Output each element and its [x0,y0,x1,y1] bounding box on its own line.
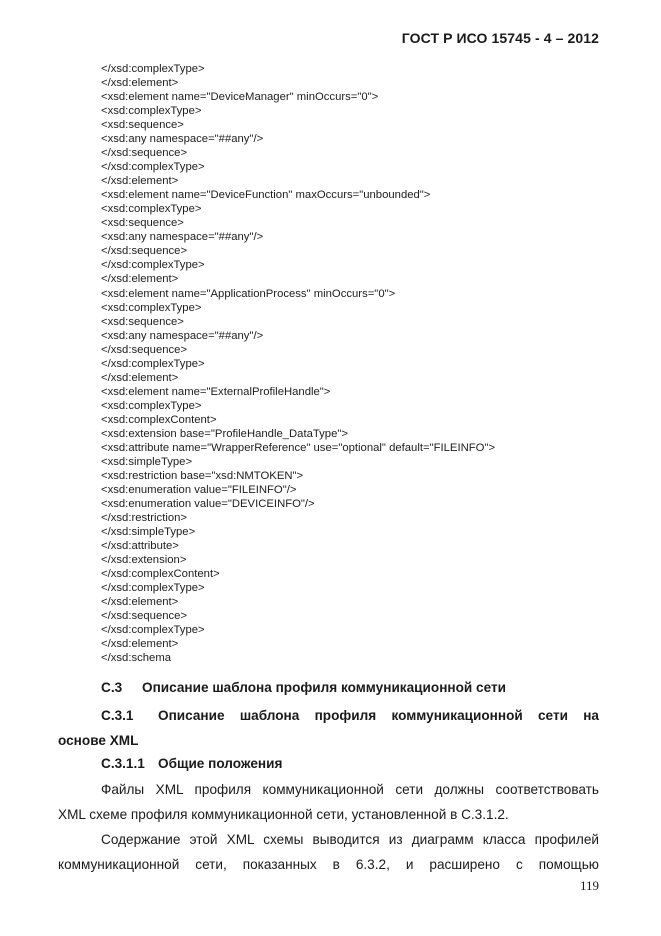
code-line: </xsd:complexType> [101,582,205,595]
paragraph-2-line-2: коммуникационной сети, показанных в 6.3.2, и расширено с помощью [58,857,599,872]
section-number: С.3 [101,680,123,695]
paragraph-1-line-1: Файлы XML профиля коммуникационной сети должны соответствовать [101,782,599,797]
section-number: С.3.1.1 [101,756,145,771]
code-line: </xsd:complexType> [101,63,205,75]
code-line: <xsd:attribute name="WrapperReference" use="optional" default="FILEINFO"> [101,441,496,454]
code-line: </xsd:sequence> [101,610,188,623]
code-line: <xsd:restriction base="xsd:NMTOKEN"> [101,469,304,482]
code-line: <xsd:sequence> [101,119,184,132]
code-line: <xsd:element name="ExternalProfileHandle"> [101,385,331,398]
section-heading-c3 [101,680,506,695]
code-line: <xsd:sequence> [101,315,184,328]
code-line: </xsd:complexType> [101,624,205,637]
code-line: </xsd:restriction> [101,512,188,524]
page-number: 119 [579,878,599,893]
code-line: <xsd:complexType> [101,301,202,314]
code-line: </xsd:complexType> [101,259,205,272]
code-line: </xsd:element> [101,638,179,651]
code-line: </xsd:schema [101,652,172,665]
code-line: <xsd:any namespace="##any"/> [101,133,264,146]
code-line: </xsd:element> [101,175,179,188]
code-line: </xsd:element> [101,77,179,90]
code-line: <xsd:complexType> [101,105,202,118]
code-line: </xsd:sequence> [101,245,188,258]
code-line: </xsd:attribute> [101,540,179,553]
section-title: Общие положения [158,756,283,771]
code-line: <xsd:element name="DeviceManager" minOccurs="0"> [101,91,379,104]
code-line: <xsd:any namespace="##any"/> [101,231,264,244]
code-line: <xsd:simpleType> [101,455,193,468]
section-number: С.3.1 [101,708,134,723]
section-heading-c311 [101,756,282,771]
paragraph-1-line-2: XML схеме профиля коммуникационной сети, установленной в С.3.1.2. [58,807,509,822]
xsd-code-listing [101,62,495,665]
code-line: </xsd:element> [101,596,179,609]
code-line: </xsd:complexContent> [101,568,220,581]
section-title: Описание шаблона профиля коммуникационной сети [142,680,507,695]
code-line: <xsd:element name="DeviceFunction" maxOccurs="unbounded"> [101,189,431,202]
code-line: <xsd:enumeration value="DEVICEINFO"/> [101,497,315,510]
document-header: ГОСТ Р ИСО 15745 - 4 – 2012 [401,30,599,46]
section-heading-c31-cont: основе XML [58,733,139,748]
code-line: </xsd:element> [101,273,179,286]
code-line: <xsd:complexType> [101,399,202,412]
code-line: <xsd:complexContent> [101,413,217,426]
code-line: </xsd:complexType> [101,357,205,370]
code-line: </xsd:element> [101,371,179,384]
paragraph-2-line-1: Содержание этой XML схемы выводится из диаграмм класса профилей [101,832,599,847]
code-line: <xsd:element name="ApplicationProcess" minOccurs="0"> [101,287,396,300]
code-line: </xsd:simpleType> [101,526,196,539]
code-line: <xsd:enumeration value="FILEINFO"/> [101,483,297,496]
code-line: </xsd:extension> [101,554,187,567]
code-line: <xsd:any namespace="##any"/> [101,329,264,342]
code-line: <xsd:sequence> [101,217,184,230]
code-line: </xsd:complexType> [101,161,205,174]
code-line: <xsd:extension base="ProfileHandle_DataType"> [101,427,348,440]
code-line: <xsd:complexType> [101,203,202,216]
code-line: </xsd:sequence> [101,147,188,160]
code-line: </xsd:sequence> [101,343,188,356]
section-heading-c31 [101,708,599,723]
section-title-line1: Описание шаблона профиля коммуникационной сети на [158,708,599,723]
